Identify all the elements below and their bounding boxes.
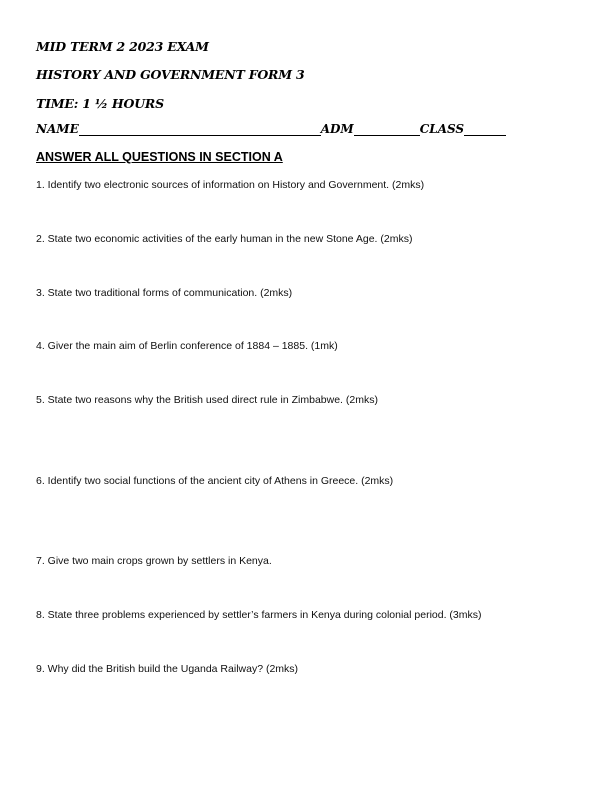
- section-heading: ANSWER ALL QUESTIONS IN SECTION A: [36, 150, 283, 164]
- question-7: 7. Give two main crops grown by settlers in Kenya.: [36, 555, 272, 567]
- question-2: 2. State two economic activities of the early human in the new Stone Age. (2mks): [36, 233, 413, 245]
- adm-label: ADM: [320, 122, 354, 136]
- question-6: 6. Identify two social functions of the ancient city of Athens in Greece. (2mks): [36, 475, 394, 487]
- question-9: 9. Why did the British build the Uganda Railway? (2mks): [36, 663, 299, 675]
- question-8: 8. State three problems experienced by settler’s farmers in Kenya during colonial period. (3mks): [36, 609, 482, 621]
- name-label: NAME: [36, 122, 79, 136]
- question-3: 3. State two traditional forms of communication. (2mks): [36, 287, 293, 299]
- time-allowed: TIME: 1 ½ HOURS: [36, 96, 164, 111]
- name-blank[interactable]: [79, 125, 321, 136]
- subject-title: HISTORY AND GOVERNMENT FORM 3: [36, 67, 305, 82]
- student-details-line: [36, 122, 506, 136]
- class-label: CLASS: [419, 122, 465, 136]
- question-4: 4. Giver the main aim of Berlin conference of 1884 – 1885. (1mk): [36, 340, 338, 352]
- class-blank[interactable]: [464, 125, 506, 136]
- question-1: 1. Identify two electronic sources of information on History and Government. (2mks): [36, 179, 425, 191]
- exam-title: MID TERM 2 2023 EXAM: [36, 39, 209, 54]
- question-5: 5. State two reasons why the British used direct rule in Zimbabwe. (2mks): [36, 394, 378, 406]
- adm-blank[interactable]: [354, 125, 420, 136]
